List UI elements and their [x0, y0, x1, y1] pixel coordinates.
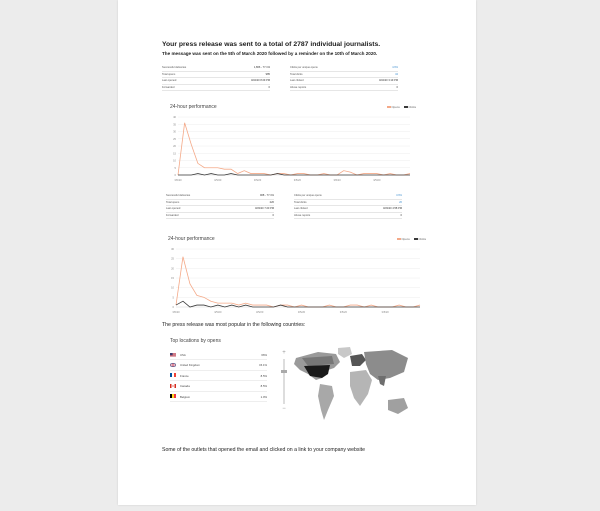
stat-row: [290, 85, 398, 92]
y-tick-label: 10: [173, 159, 176, 163]
zoom-out-button[interactable]: −: [282, 406, 286, 412]
stat-value: 0: [400, 213, 402, 217]
performance-chart-1: [168, 104, 416, 184]
chart-legend: [394, 237, 427, 241]
y-tick-label: 25: [171, 257, 174, 261]
map-region-europe: [350, 354, 366, 366]
stat-value: 3.6%: [396, 194, 402, 197]
y-tick-label: 10: [171, 286, 174, 290]
y-tick-label: 15: [173, 152, 176, 156]
y-tick-label: 20: [171, 267, 174, 271]
location-percent: 66%: [261, 353, 267, 357]
x-tick-label: 3/5/20: [333, 179, 341, 182]
y-tick-label: 35: [173, 123, 176, 127]
chart-title: 24-hour performance: [170, 104, 217, 110]
performance-chart-2: [166, 236, 426, 316]
stat-value: 4/04/20 8:29 PM: [250, 79, 270, 83]
x-tick-label: 3/5/20: [256, 311, 264, 314]
stat-label: Total opens: [166, 200, 180, 204]
locations-list: [170, 350, 267, 402]
stat-value: 4.6%: [392, 66, 398, 69]
zoom-slider-handle[interactable]: [281, 370, 287, 373]
world-map[interactable]: [288, 344, 418, 434]
stat-label: Total clicks: [290, 72, 303, 76]
stat-value: 4/04/20 3:19 PM: [378, 79, 398, 83]
stat-row: [294, 193, 402, 200]
report-page: [118, 0, 476, 505]
location-percent: 8.5%: [260, 384, 267, 389]
stats-right-column: [294, 193, 402, 219]
stat-label: Clicks per unique opens: [294, 194, 322, 197]
stat-label: Successful deliveries: [166, 194, 191, 197]
opens-swatch: [397, 238, 401, 240]
location-name: France: [180, 373, 189, 378]
y-tick-label: 25: [173, 137, 176, 141]
x-tick-label: 3/5/20: [339, 311, 347, 314]
locations-title: Top locations by opens: [170, 338, 221, 344]
map-region-south-america: [318, 384, 334, 420]
chart-plot: [166, 245, 426, 316]
location-name: United Kingdom: [180, 363, 200, 368]
stats-right-column: [290, 65, 398, 91]
location-percent: 1.0%: [260, 394, 267, 399]
stat-label: Last clicked: [290, 79, 304, 83]
map-region-africa: [350, 370, 372, 406]
stat-row: [294, 206, 402, 213]
y-tick-label: 0: [172, 306, 174, 309]
x-tick-label: 3/5/20: [214, 179, 222, 182]
stat-row: [290, 72, 398, 79]
location-name: Belgium: [180, 394, 191, 399]
stat-label: Abuse reports: [294, 213, 311, 217]
y-tick-label: 30: [171, 248, 174, 251]
map-region-usa: [304, 365, 330, 378]
x-tick-label: 3/5/20: [293, 179, 301, 182]
stat-row: [294, 213, 402, 220]
zoom-slider-track[interactable]: [283, 359, 285, 404]
stat-value: 34: [395, 72, 398, 76]
stat-label: Forwarded: [166, 213, 179, 217]
stats-left-column: [166, 193, 274, 219]
stat-row: [166, 213, 274, 220]
stat-label: Last clicked: [294, 207, 308, 211]
x-tick-label: 3/5/20: [297, 311, 306, 314]
stat-row: [162, 72, 270, 79]
stats-block-1: [162, 65, 398, 91]
flag-canada-icon: [170, 384, 176, 388]
flag-usa-icon: [170, 353, 176, 357]
stat-value: 4/03/20 4:58 PM: [382, 207, 402, 211]
stat-row: [162, 65, 270, 72]
list-item: [170, 350, 267, 360]
x-tick-label: 3/5/20: [253, 179, 262, 182]
x-tick-label: 3/5/20: [381, 311, 389, 314]
stat-label: Total opens: [162, 72, 176, 76]
stat-label: Last opened: [162, 79, 177, 83]
y-tick-label: 15: [171, 277, 174, 280]
stats-left-column: [162, 65, 270, 91]
stat-row: [166, 193, 274, 200]
stat-value: 4/03/20 7:20 PM: [254, 207, 274, 211]
stat-row: [294, 200, 402, 207]
legend-label-opens: Opens: [401, 237, 410, 241]
subline: The message was sent on the 5th of March 2020 followed by a reminder on the 10th of March 2020.: [162, 51, 378, 56]
headline: Your press release was sent to a total of 2787 individual journalists.: [162, 41, 381, 48]
y-tick-label: 20: [173, 145, 176, 148]
stat-label: Abuse reports: [290, 85, 307, 89]
stat-row: [162, 78, 270, 85]
stat-label: Total clicks: [294, 200, 307, 204]
stat-label: Clicks per unique opens: [290, 66, 318, 69]
x-tick-label: 3/5/20: [214, 311, 222, 314]
y-tick-label: 5: [174, 166, 176, 170]
chart-plot: [168, 113, 416, 184]
stat-label: Last opened: [166, 207, 181, 211]
stat-row: [166, 206, 274, 213]
stat-value: 985: [265, 72, 270, 76]
legend-label-opens: Opens: [391, 105, 400, 109]
x-tick-label: 3/5/20: [174, 179, 182, 182]
list-item: [170, 371, 267, 381]
opens-swatch: [387, 106, 391, 108]
list-item: [170, 360, 267, 370]
stat-value: 0: [268, 85, 270, 89]
flag-france-icon: [170, 373, 176, 377]
map-region-australia: [388, 398, 408, 414]
clicks-swatch: [414, 238, 418, 240]
flag-uk-icon: [170, 363, 176, 367]
y-tick-label: 40: [173, 116, 176, 119]
stat-value: 0: [272, 213, 274, 217]
stat-row: [290, 78, 398, 85]
series-line-opens: [176, 257, 420, 307]
y-tick-label: 30: [173, 130, 176, 134]
location-name: USA: [180, 353, 186, 357]
series-line-opens: [178, 123, 410, 175]
location-percent: 15.1%: [259, 363, 267, 368]
list-item: [170, 392, 267, 402]
list-item: [170, 381, 267, 391]
x-tick-label: 3/5/20: [373, 179, 381, 182]
legend-label-clicks: Clicks: [408, 105, 416, 109]
outlets-text: Some of the outlets that opened the email and clicked on a link to your company website: [162, 447, 366, 453]
popular-countries-text: The press release was most popular in the following countries:: [162, 322, 306, 328]
chart-title: 24-hour performance: [168, 236, 215, 242]
y-tick-label: 0: [174, 174, 176, 177]
stat-value: 226: [269, 200, 274, 204]
stat-label: Successful deliveries: [162, 66, 187, 69]
map-region-greenland: [338, 347, 352, 358]
legend-label-clicks: Clicks: [418, 237, 426, 241]
stat-row: [162, 85, 270, 92]
flag-belgium-icon: [170, 394, 176, 398]
location-percent: 8.5%: [260, 373, 267, 378]
stats-block-2: [166, 193, 402, 219]
chart-legend: [384, 105, 417, 109]
clicks-swatch: [404, 106, 408, 108]
stat-value: 1,866 - 77.1%: [253, 66, 270, 69]
map-region-asia: [364, 350, 408, 380]
zoom-in-button[interactable]: +: [282, 350, 286, 356]
stat-value: 26: [399, 200, 402, 204]
stat-row: [166, 200, 274, 207]
stat-value: 908 - 77.1%: [260, 194, 274, 197]
x-tick-label: 3/5/20: [172, 311, 180, 314]
map-region-india: [378, 376, 386, 386]
stat-value: 0: [396, 85, 398, 89]
stat-row: [290, 65, 398, 72]
y-tick-label: 5: [172, 296, 174, 300]
stat-label: Forwarded: [162, 85, 175, 89]
location-name: Canada: [180, 384, 190, 389]
